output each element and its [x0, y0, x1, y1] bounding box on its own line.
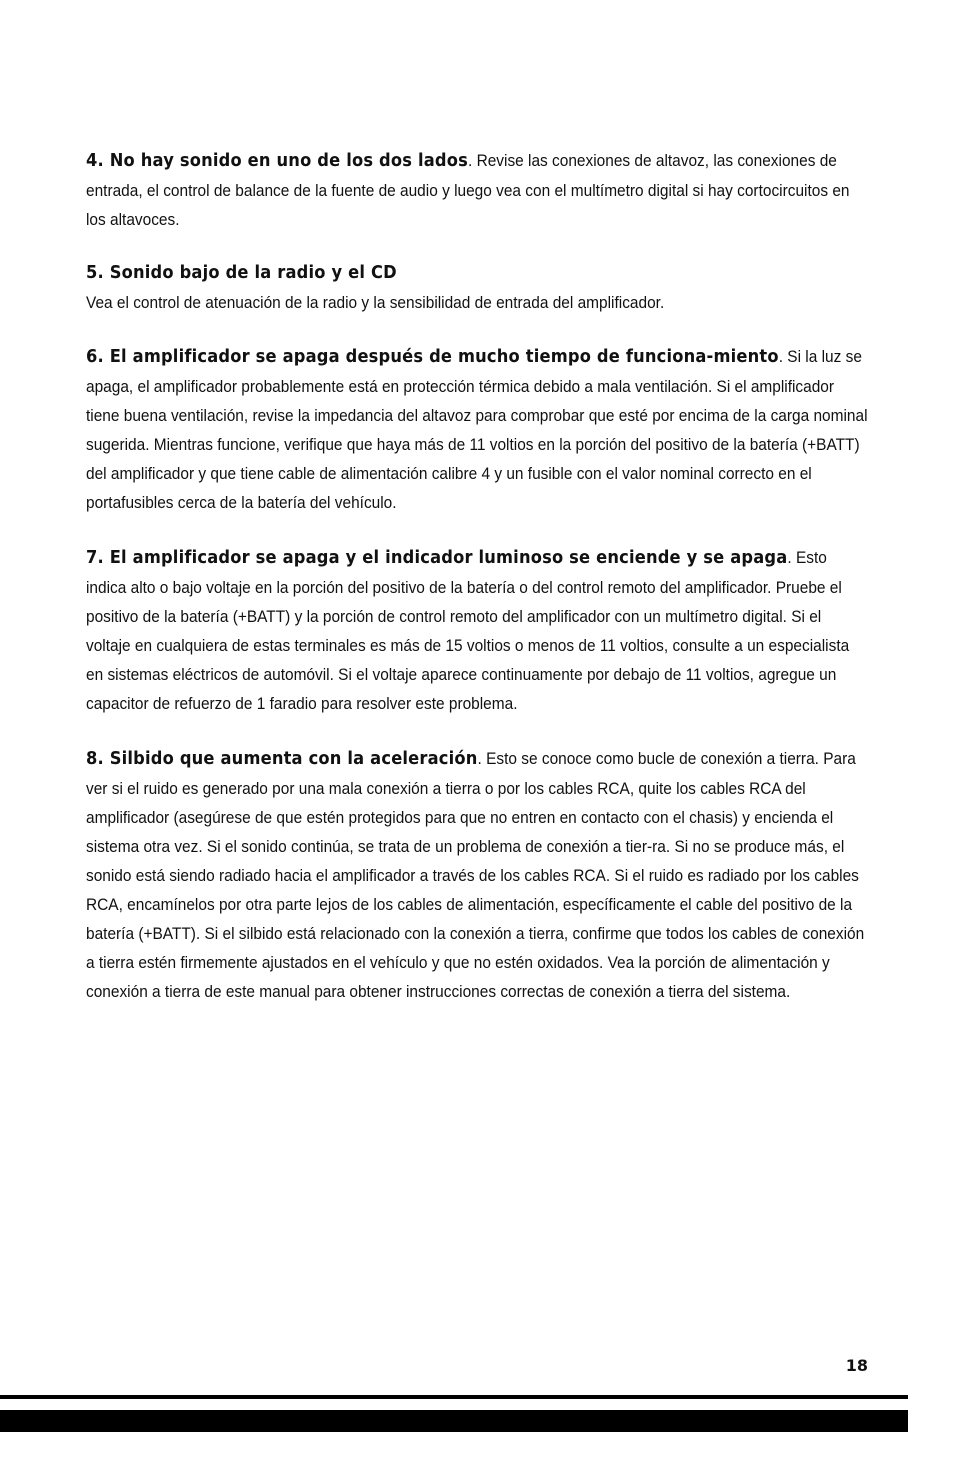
troubleshooting-item-5: [86, 259, 868, 317]
item-body: Vea el control de atenuación de la radio y la sensibilidad de entrada del amplificador.: [86, 293, 665, 312]
troubleshooting-item-6: [86, 342, 868, 517]
item-body: . Si la luz se apaga, el amplificador probablemente está en protección térmica debido a mala ventilación. Si el amplificador tiene buena ventilación, revise la impedancia del altavoz para comprobar que esté por encima de la carga nominal sugerida. Mientras funcione, verifique que haya más de 11 voltios en la porción del positivo de la batería (+BATT) del amplificador y que tiene cable de alimentación calibre 4 y un fusible con el valor nominal correcto en el portafusibles cerca de la batería del vehículo.: [86, 347, 868, 512]
footer-rule-thick: [0, 1410, 908, 1432]
item-heading: 6. El amplificador se apaga después de mucho tiempo de funciona-miento: [86, 347, 779, 367]
footer-rule-thin: [0, 1395, 908, 1399]
item-body: . Esto se conoce como bucle de conexión a tierra. Para ver si el ruido es generado por una mala conexión a tierra o por los cables RCA, quite los cables RCA del amplificador (asegúrese de que estén protegidos para que no entren en contacto con el chasis) y encienda el sistema otra vez. Si el sonido continúa, se trata de un problema de conexión a tier-ra. Si no se produce más, el sonido está siendo radiado hacia el amplificador a través de los cables RCA. Si el ruido es radiado por los cables RCA, encamínelos por otra parte lejos de los cables de alimentación, específicamente el cable del positivo de la batería (+BATT). Si el silbido está relacionado con la conexión a tierra, confirme que todos los cables de conexión a tierra estén firmemente ajustados en el vehículo y que no estén oxidados. Vea la porción de alimentación y conexión a tierra de este manual para obtener instrucciones correctas de conexión a tierra del sistema.: [86, 749, 865, 1001]
troubleshooting-item-7: [86, 543, 868, 718]
item-body: . Esto indica alto o bajo voltaje en la porción del positivo de la batería o del control remoto del amplificador. Pruebe el positivo de la batería (+BATT) y la porción de control remoto del amplificador con un multímetro digital. Si el voltaje en cualquiera de estas terminales es más de 15 voltios o menos de 11 voltios, consulte a un especialista en sistemas eléctricos de automóvil. Si el voltaje aparece continuamente por debajo de 11 voltios, agregue un capacitor de refuerzo de 1 faradio para resolver este problema.: [86, 548, 850, 713]
item-heading: 5. Sonido bajo de la radio y el CD: [86, 263, 397, 283]
page-number: 18: [845, 1356, 868, 1375]
troubleshooting-item-4: [86, 146, 868, 234]
item-heading: 4. No hay sonido en uno de los dos lados: [86, 151, 468, 171]
item-heading: 7. El amplificador se apaga y el indicador luminoso se enciende y se apaga: [86, 548, 788, 568]
item-heading: 8. Silbido que aumenta con la aceleración: [86, 749, 478, 769]
troubleshooting-item-8: [86, 744, 868, 1006]
item-body: . Revise las conexiones de altavoz, las conexiones de entrada, el control de balance de la fuente de audio y luego vea con el multímetro digital si hay cortocircuitos en los altavoces.: [86, 151, 850, 229]
page-content: [86, 146, 868, 1032]
